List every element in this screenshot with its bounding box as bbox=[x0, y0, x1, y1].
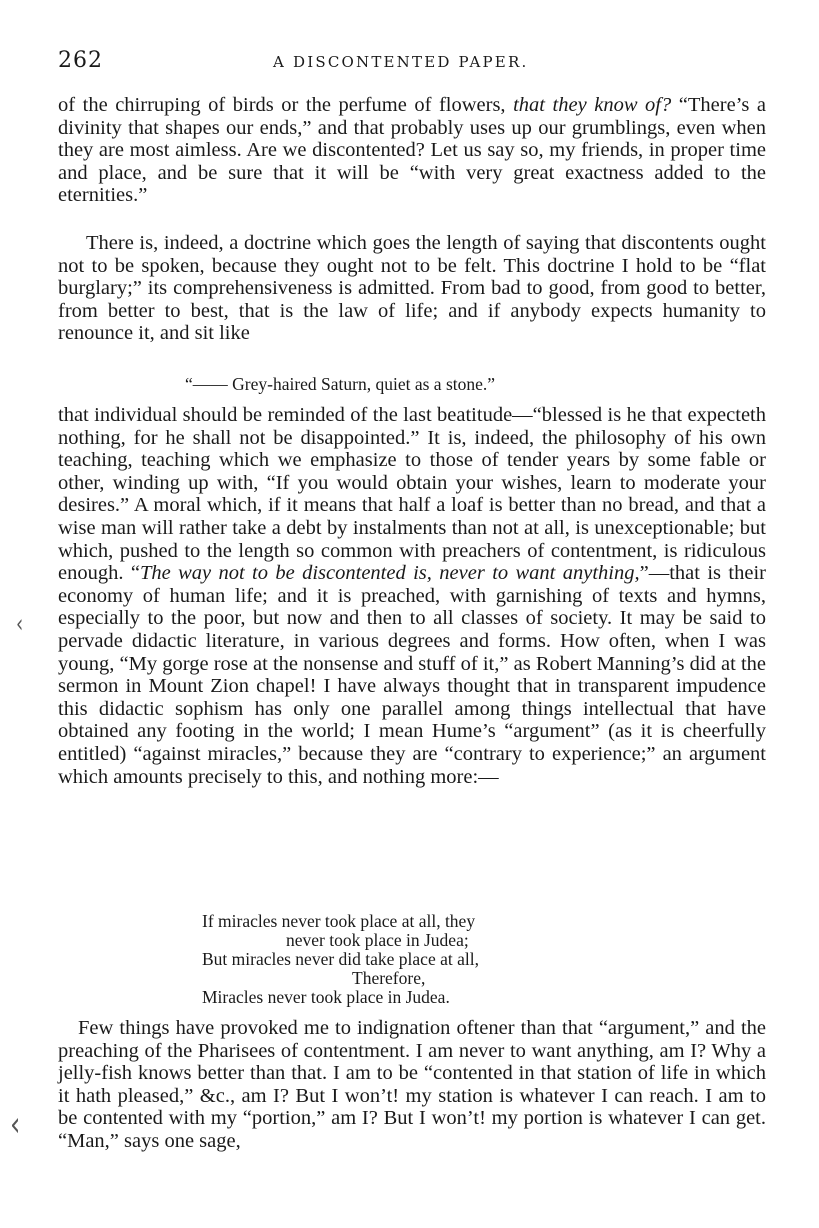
paragraph-3-text-a: that individual should be reminded of the last beatitude—“blessed is he that expecteth nothing, for he shall not be disappointed.” It is, indeed, the philosophy of his own teaching, teaching which we emphasize to those of tender years by some fable or other, winding up with, “If you would obtain your wishes, learn to moderate your desires.” A moral which, if it means that half a loaf is better than no bread, and that a wise man will rather take a debt by instalments than not at all, is unexceptionable; but which, pushed to the length so common with preachers of contentment, is ridiculous enough. “ bbox=[58, 404, 766, 585]
verse-line: Therefore, bbox=[352, 968, 426, 988]
verse-line: But miracles never did take place at all, bbox=[202, 949, 479, 969]
paragraph-4: Few things have provoked me to indignation oftener than that “argument,” and the preaching of the Pharisees of contentment. I am never to want anything, am I? Why a jelly-fish knows better than that. I am to be “contented in that station of life in which it hath pleased,” &c., am I? But I won’t! my station is whatever I can reach. I am to be contented with my “portion,” am I? But I won’t! my portion is whatever I can get. “Man,” says one sage, bbox=[58, 1017, 766, 1152]
page-header bbox=[58, 48, 770, 80]
verse-line: If miracles never took place at all, they bbox=[202, 911, 476, 931]
margin-mark: ‹ bbox=[10, 1105, 21, 1145]
verse-line: never took place in Judea; bbox=[286, 930, 469, 950]
paragraph-1-text-b: “There’s a divinity that shapes our ends,” and that probably uses up our grumblings, even when they are most aimless. Are we discontented? Let us say so, my friends, in proper time and place, and be sure that it will be “with very great exactness added to the eternities.” bbox=[58, 94, 766, 207]
paragraph-1-italic: that they know of? bbox=[513, 94, 672, 116]
paragraph-3-italic: The way not to be discontented is, never to want anything, bbox=[139, 562, 640, 585]
paragraph-3 bbox=[58, 404, 766, 788]
paragraph-1 bbox=[58, 94, 766, 207]
paragraph-3-text-b: ”—that is their economy of human life; and it is preached, with garnishing of texts and hymns, especially to the poor, but now and then to all classes of society. It may be said to pervade didactic literature, in various degrees and forms. How often, when I was young, “My gorge rose at the nonsense and stuff of it,” as Robert Manning’s did at the sermon in Mount Zion chapel! I have always thought that in transparent impudence this didactic sophism has only one parallel among things intellectual that have obtained any footing in the world; I mean Hume’s “argument” (as it is cheerfully entitled) “against miracles,” because they are “contrary to experience;” an argument which amounts precisely to this, and nothing more:— bbox=[58, 562, 766, 788]
block-quote: “—— Grey-haired Saturn, quiet as a stone.” bbox=[185, 374, 496, 394]
running-title: A DISCONTENTED PAPER. bbox=[273, 53, 529, 71]
paragraph-1-text-a: of the chirruping of birds or the perfume of flowers, bbox=[58, 94, 514, 116]
verse-line: Miracles never took place in Judea. bbox=[202, 987, 450, 1007]
verse-block bbox=[202, 912, 479, 1007]
page-number: 262 bbox=[58, 48, 103, 73]
margin-mark: ‹ bbox=[16, 609, 24, 640]
paragraph-2: There is, indeed, a doctrine which goes the length of saying that discontents ought not to be spoken, because they ought not to be felt. This doctrine I hold to be “flat burglary;” its comprehensiveness is admitted. From bad to good, from good to better, from better to best, that is the law of life; and if anybody expects humanity to renounce it, and sit like bbox=[58, 232, 766, 345]
